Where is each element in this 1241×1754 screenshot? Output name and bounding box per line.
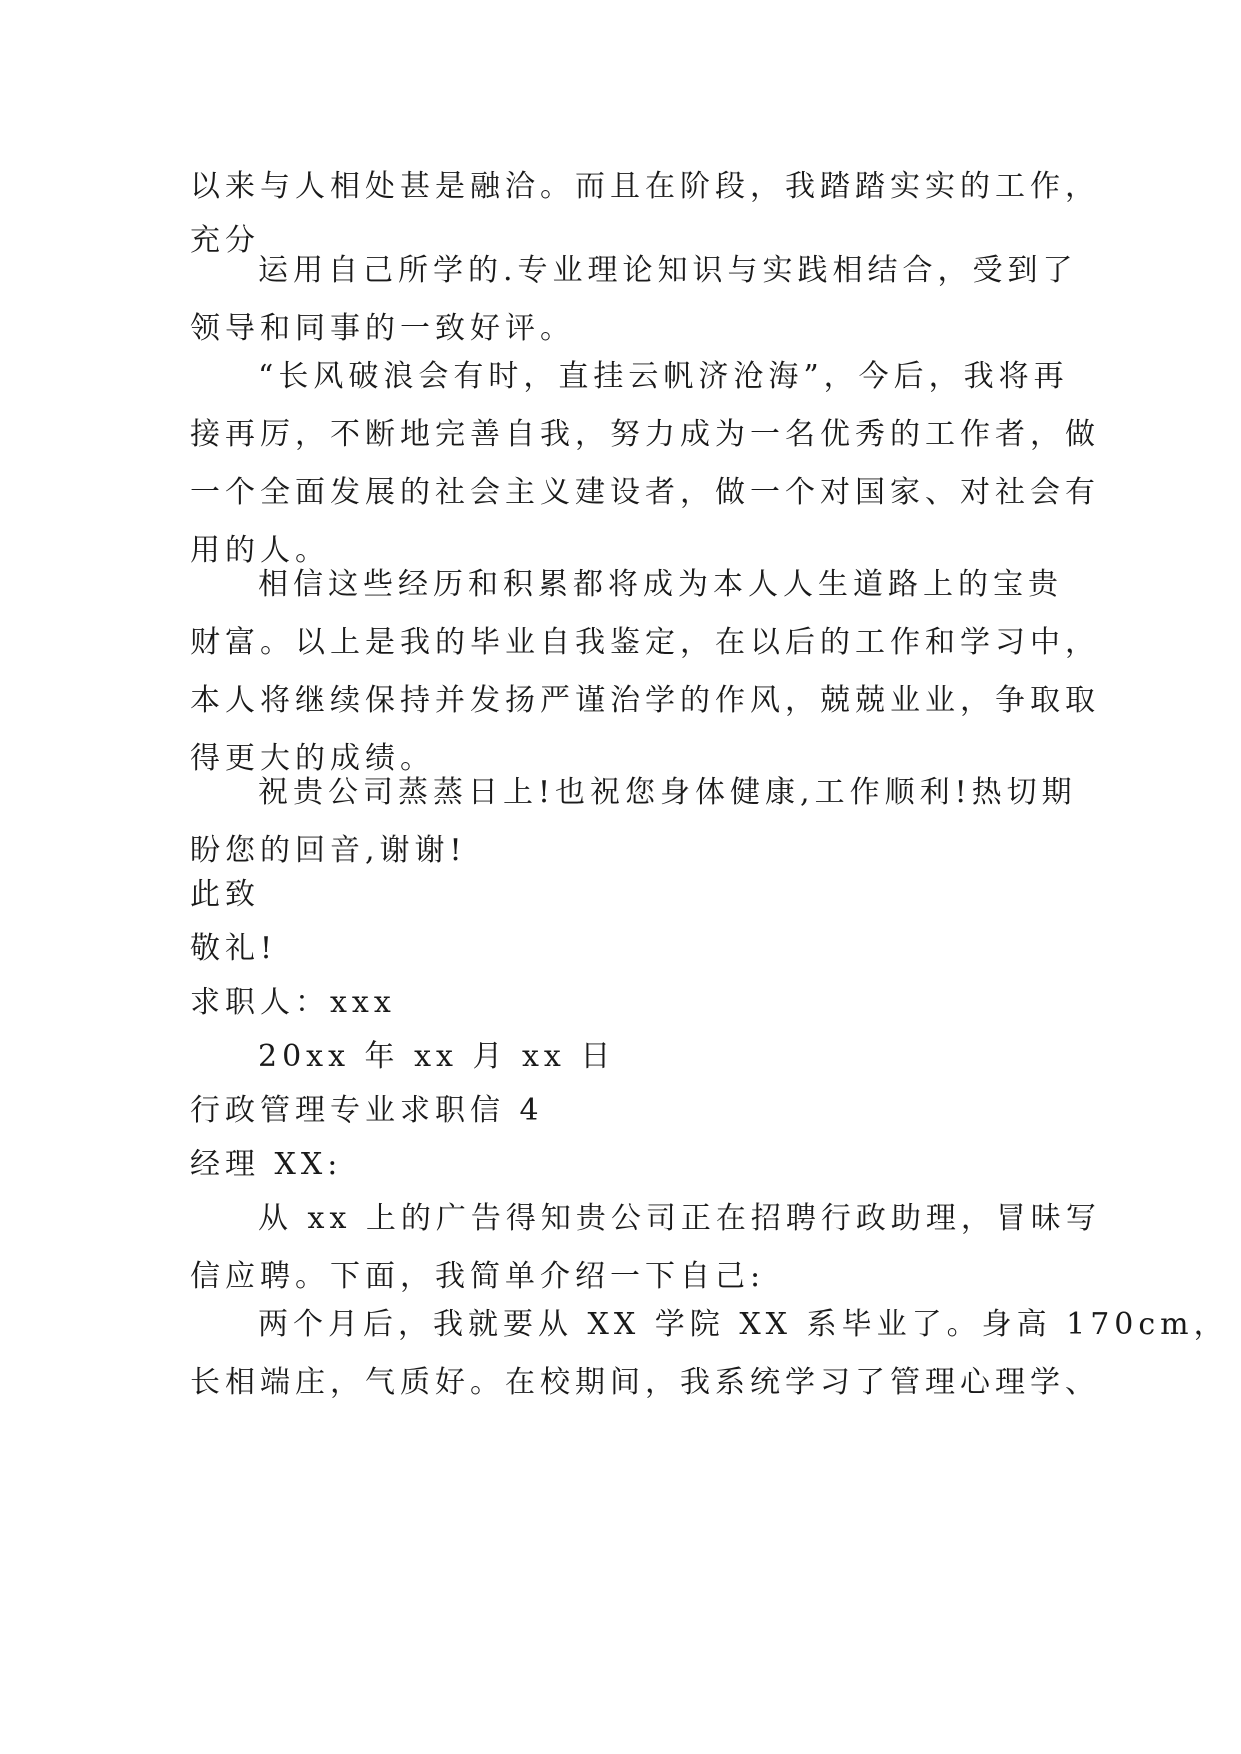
section-title: 行政管理专业求职信 4 [190, 1093, 544, 1128]
letter-greeting: 经理 XX: [190, 1147, 343, 1182]
text-line: 接再厉，不断地完善自我，努力成为一名优秀的工作者，做 [190, 417, 1100, 452]
letter-date: 20xx 年 xx 月 xx 日 [258, 1039, 616, 1074]
paragraph-self-evaluation [190, 556, 1100, 788]
text-line: 一个全面发展的社会主义建设者，做一个对国家、对社会有 [190, 475, 1100, 510]
text-line: 领导和同事的一致好评。 [190, 311, 575, 346]
text-line: 财富。以上是我的毕业自我鉴定，在以后的工作和学习中， [190, 625, 1100, 660]
text-line: “长风破浪会有时，直挂云帆济沧海”，今后，我将再 [258, 359, 1069, 394]
text-line: 信应聘。下面，我简单介绍一下自己: [190, 1259, 766, 1294]
text-line: 运用自己所学的.专业理论知识与实践相结合，受到了 [258, 253, 1078, 288]
paragraph-self-introduction [190, 1296, 1229, 1412]
text-line: 充分 [190, 223, 260, 258]
paragraph-wishes [190, 764, 1077, 880]
paragraph-application-intro [190, 1190, 1101, 1306]
text-line: 得更大的成绩。 [190, 741, 435, 776]
text-line: 以来与人相处甚是融洽。而且在阶段，我踏踏实实的工作， [190, 169, 1100, 204]
closing-salutation: 此致 [190, 877, 260, 912]
text-line: 相信这些经历和积累都将成为本人人生道路上的宝贵 [258, 567, 1063, 602]
closing-regards: 敬礼! [190, 931, 278, 966]
text-line: 两个月后，我就要从 XX 学院 XX 系毕业了。身高 170cm， [258, 1307, 1229, 1342]
text-line: 盼您的回音,谢谢! [190, 833, 467, 868]
text-line: 本人将继续保持并发扬严谨治学的作风，兢兢业业，争取取 [190, 683, 1100, 718]
closing-block [190, 868, 1070, 1192]
paragraph-future-goals [190, 348, 1100, 580]
text-line: 祝贵公司蒸蒸日上!也祝您身体健康,工作顺利!热切期 [258, 775, 1077, 810]
text-line: 长相端庄，气质好。在校期间，我系统学习了管理心理学、 [190, 1365, 1100, 1400]
text-line: 用的人。 [190, 533, 330, 568]
paragraph-professional-knowledge [190, 242, 1078, 358]
text-line: 从 xx 上的广告得知贵公司正在招聘行政助理，冒昧写 [258, 1201, 1101, 1236]
applicant-name: 求职人：xxx [190, 985, 396, 1020]
